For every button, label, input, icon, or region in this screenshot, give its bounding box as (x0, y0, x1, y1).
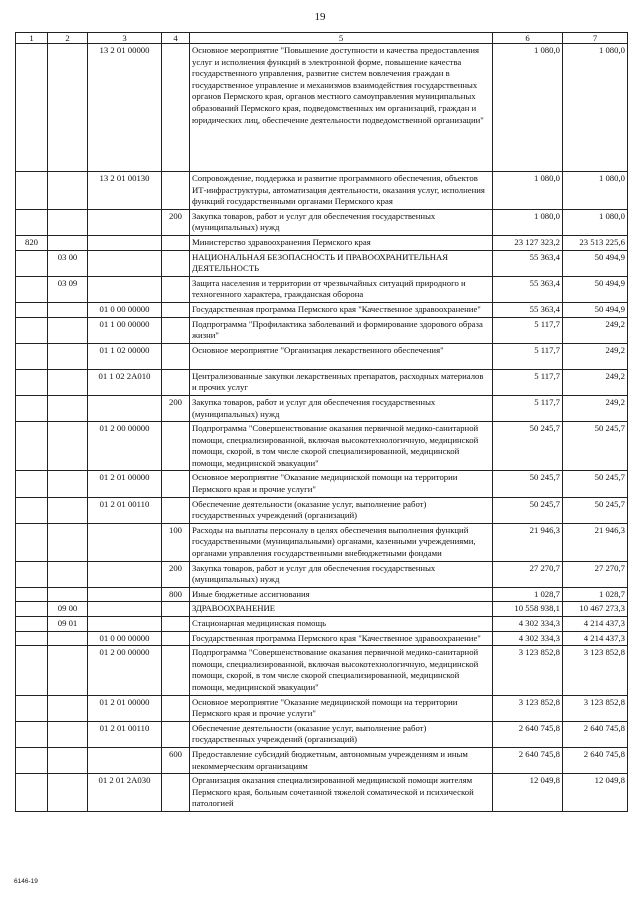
expense-type-cell (162, 235, 190, 250)
section-code-cell (48, 343, 88, 369)
chapter-code-cell (16, 497, 48, 523)
section-code-cell: 03 00 (48, 250, 88, 276)
chapter-code-cell (16, 774, 48, 812)
item-name-cell: Расходы на выплаты персоналу в целях обеспечения выполнения функций государственными (муниципальными) органами, казенными учреждениями, органами управления государственными внебюджетными фондами (190, 523, 493, 561)
amount-year1-cell: 3 123 852,8 (493, 695, 563, 721)
table-row (16, 172, 628, 210)
amount-year2-cell: 50 245,7 (563, 497, 628, 523)
expense-type-cell (162, 369, 190, 395)
item-name-cell: НАЦИОНАЛЬНАЯ БЕЗОПАСНОСТЬ И ПРАВООХРАНИТЕЛЬНАЯ ДЕЯТЕЛЬНОСТЬ (190, 250, 493, 276)
amount-year2-cell: 1 080,0 (563, 44, 628, 172)
section-code-cell (48, 497, 88, 523)
chapter-code-cell (16, 561, 48, 587)
amount-year1-cell: 4 302 334,3 (493, 617, 563, 632)
target-article-cell: 01 2 00 00000 (88, 646, 162, 695)
table-row (16, 774, 628, 812)
table-row (16, 395, 628, 421)
target-article-cell: 01 2 01 00110 (88, 497, 162, 523)
expense-type-cell (162, 172, 190, 210)
amount-year2-cell: 50 494,9 (563, 302, 628, 317)
target-article-cell (88, 395, 162, 421)
chapter-code-cell (16, 302, 48, 317)
target-article-cell: 01 1 00 00000 (88, 317, 162, 343)
section-code-cell (48, 561, 88, 587)
amount-year2-cell: 50 245,7 (563, 471, 628, 497)
item-name-cell: Централизованные закупки лекарственных препаратов, расходных материалов и прочих услуг (190, 369, 493, 395)
item-name-cell: Основное мероприятие "Организация лекарственного обеспечения" (190, 343, 493, 369)
target-article-cell: 01 0 00 00000 (88, 302, 162, 317)
amount-year1-cell: 27 270,7 (493, 561, 563, 587)
item-name-cell: Основное мероприятие "Оказание медицинской помощи на территории Пермского края и прочие услуги" (190, 471, 493, 497)
expense-type-cell (162, 774, 190, 812)
expense-type-cell: 800 (162, 587, 190, 602)
chapter-code-cell (16, 209, 48, 235)
amount-year1-cell: 5 117,7 (493, 395, 563, 421)
section-code-cell (48, 721, 88, 747)
amount-year2-cell: 2 640 745,8 (563, 747, 628, 773)
section-code-cell (48, 646, 88, 695)
section-code-cell (48, 369, 88, 395)
target-article-cell: 13 2 01 00000 (88, 44, 162, 172)
amount-year1-cell: 5 117,7 (493, 369, 563, 395)
table-row (16, 317, 628, 343)
item-name-cell: Иные бюджетные ассигнования (190, 587, 493, 602)
expense-type-cell (162, 250, 190, 276)
section-code-cell (48, 44, 88, 172)
expense-type-cell (162, 422, 190, 471)
expense-type-cell (162, 343, 190, 369)
chapter-code-cell (16, 276, 48, 302)
column-header: 6 (493, 33, 563, 44)
amount-year2-cell: 50 494,9 (563, 276, 628, 302)
amount-year2-cell: 1 028,7 (563, 587, 628, 602)
amount-year1-cell: 2 640 745,8 (493, 747, 563, 773)
section-code-cell: 03 09 (48, 276, 88, 302)
chapter-code-cell (16, 395, 48, 421)
amount-year2-cell: 249,2 (563, 369, 628, 395)
section-code-cell (48, 235, 88, 250)
chapter-code-cell (16, 523, 48, 561)
table-row (16, 250, 628, 276)
target-article-cell (88, 209, 162, 235)
target-article-cell (88, 617, 162, 632)
section-code-cell (48, 172, 88, 210)
item-name-cell: Защита населения и территории от чрезвычайных ситуаций природного и техногенного характера, гражданская оборона (190, 276, 493, 302)
item-name-cell: Закупка товаров, работ и услуг для обеспечения государственных (муниципальных) нужд (190, 561, 493, 587)
chapter-code-cell (16, 747, 48, 773)
chapter-code-cell (16, 250, 48, 276)
target-article-cell (88, 747, 162, 773)
table-body (16, 44, 628, 812)
chapter-code-cell (16, 646, 48, 695)
target-article-cell: 01 1 02 2А010 (88, 369, 162, 395)
amount-year2-cell: 4 214 437,3 (563, 631, 628, 646)
column-header: 3 (88, 33, 162, 44)
table-row (16, 471, 628, 497)
amount-year1-cell: 50 245,7 (493, 497, 563, 523)
table-row (16, 369, 628, 395)
expense-type-cell (162, 317, 190, 343)
column-header: 7 (563, 33, 628, 44)
expense-type-cell: 600 (162, 747, 190, 773)
section-code-cell (48, 471, 88, 497)
chapter-code-cell (16, 695, 48, 721)
expense-type-cell (162, 721, 190, 747)
chapter-code-cell (16, 721, 48, 747)
chapter-code-cell: 820 (16, 235, 48, 250)
target-article-cell: 01 2 01 00000 (88, 471, 162, 497)
target-article-cell (88, 587, 162, 602)
section-code-cell: 09 01 (48, 617, 88, 632)
amount-year2-cell: 12 049,8 (563, 774, 628, 812)
chapter-code-cell (16, 617, 48, 632)
chapter-code-cell (16, 369, 48, 395)
section-code-cell (48, 317, 88, 343)
table-row (16, 646, 628, 695)
table-row (16, 561, 628, 587)
table-row (16, 276, 628, 302)
expense-type-cell: 200 (162, 561, 190, 587)
chapter-code-cell (16, 317, 48, 343)
amount-year2-cell: 1 080,0 (563, 209, 628, 235)
item-name-cell: Министерство здравоохранения Пермского края (190, 235, 493, 250)
amount-year1-cell: 50 245,7 (493, 422, 563, 471)
item-name-cell: Государственная программа Пермского края "Качественное здравоохранение" (190, 302, 493, 317)
table-row (16, 497, 628, 523)
section-code-cell (48, 631, 88, 646)
amount-year2-cell: 4 214 437,3 (563, 617, 628, 632)
table-row (16, 602, 628, 617)
column-header: 5 (190, 33, 493, 44)
amount-year1-cell: 21 946,3 (493, 523, 563, 561)
column-header: 4 (162, 33, 190, 44)
amount-year2-cell: 27 270,7 (563, 561, 628, 587)
amount-year1-cell: 1 080,0 (493, 209, 563, 235)
table-row (16, 695, 628, 721)
item-name-cell: ЗДРАВООХРАНЕНИЕ (190, 602, 493, 617)
chapter-code-cell (16, 602, 48, 617)
amount-year2-cell: 50 245,7 (563, 422, 628, 471)
amount-year2-cell: 21 946,3 (563, 523, 628, 561)
column-header: 2 (48, 33, 88, 44)
amount-year2-cell: 3 123 852,8 (563, 646, 628, 695)
target-article-cell (88, 276, 162, 302)
expense-type-cell (162, 497, 190, 523)
target-article-cell: 01 1 02 00000 (88, 343, 162, 369)
chapter-code-cell (16, 44, 48, 172)
amount-year1-cell: 5 117,7 (493, 317, 563, 343)
amount-year1-cell: 5 117,7 (493, 343, 563, 369)
item-name-cell: Государственная программа Пермского края "Качественное здравоохранение" (190, 631, 493, 646)
section-code-cell (48, 523, 88, 561)
table-row (16, 721, 628, 747)
amount-year1-cell: 55 363,4 (493, 302, 563, 317)
item-name-cell: Подпрограмма "Профилактика заболеваний и формирование здорового образа жизни" (190, 317, 493, 343)
expense-type-cell (162, 631, 190, 646)
item-name-cell: Подпрограмма "Совершенствование оказания первичной медико-санитарной помощи, специализированной, включая высокотехнологичную, медицинской помощи, скорой, в том числе скорой специализированной, медицинской помощи, медицинской эвакуации" (190, 646, 493, 695)
item-name-cell: Основное мероприятие "Повышение доступности и качества предоставления услуг и исполнения функций в электронной форме, повышение качества государственного управления, развитие систем вовлечения граждан в государственное управление и механизмов взаимодействия государственных органов Пермского края, органов местного самоуправления муниципальных образований Пермского края, подведомственных им организаций, граждан и юридических лиц, обеспечение деятельности подведомственной организации" (190, 44, 493, 172)
chapter-code-cell (16, 422, 48, 471)
item-name-cell: Предоставление субсидий бюджетным, автономным учреждениям и иным некоммерческим организациям (190, 747, 493, 773)
item-name-cell: Организация оказания специализированной медицинской помощи жителям Пермского края, больным сочетанной тяжелой соматической и психической патологией (190, 774, 493, 812)
amount-year2-cell: 23 513 225,6 (563, 235, 628, 250)
table-row (16, 235, 628, 250)
amount-year1-cell: 4 302 334,3 (493, 631, 563, 646)
amount-year1-cell: 1 080,0 (493, 172, 563, 210)
expense-type-cell (162, 695, 190, 721)
item-name-cell: Закупка товаров, работ и услуг для обеспечения государственных (муниципальных) нужд (190, 209, 493, 235)
section-code-cell (48, 302, 88, 317)
table-row (16, 44, 628, 172)
table-row (16, 209, 628, 235)
table-row (16, 617, 628, 632)
chapter-code-cell (16, 471, 48, 497)
item-name-cell: Обеспечение деятельности (оказание услуг, выполнение работ) государственных учреждений (организаций) (190, 721, 493, 747)
expense-type-cell (162, 471, 190, 497)
target-article-cell (88, 250, 162, 276)
expense-type-cell (162, 602, 190, 617)
chapter-code-cell (16, 343, 48, 369)
target-article-cell: 01 2 01 00110 (88, 721, 162, 747)
amount-year2-cell: 2 640 745,8 (563, 721, 628, 747)
expense-type-cell (162, 646, 190, 695)
table-row (16, 422, 628, 471)
table-row (16, 523, 628, 561)
amount-year2-cell: 249,2 (563, 317, 628, 343)
item-name-cell: Стационарная медицинская помощь (190, 617, 493, 632)
item-name-cell: Сопровождение, поддержка и развитие программного обеспечения, объектов ИТ-инфраструктуры, автоматизация деятельности, оказания услуг, исполнения функций государственными органами Пермского края (190, 172, 493, 210)
target-article-cell (88, 602, 162, 617)
expense-type-cell: 200 (162, 209, 190, 235)
amount-year2-cell: 3 123 852,8 (563, 695, 628, 721)
table-row (16, 343, 628, 369)
section-code-cell: 09 00 (48, 602, 88, 617)
item-name-cell: Основное мероприятие "Оказание медицинской помощи на территории Пермского края и прочие услуги" (190, 695, 493, 721)
page-number: 19 (314, 11, 326, 23)
amount-year1-cell: 50 245,7 (493, 471, 563, 497)
column-number-row (16, 33, 628, 44)
amount-year1-cell: 1 080,0 (493, 44, 563, 172)
amount-year1-cell: 23 127 323,2 (493, 235, 563, 250)
section-code-cell (48, 747, 88, 773)
amount-year1-cell: 3 123 852,8 (493, 646, 563, 695)
section-code-cell (48, 209, 88, 235)
target-article-cell (88, 523, 162, 561)
section-code-cell (48, 422, 88, 471)
expense-type-cell (162, 302, 190, 317)
column-header: 1 (16, 33, 48, 44)
expense-type-cell: 100 (162, 523, 190, 561)
item-name-cell: Обеспечение деятельности (оказание услуг, выполнение работ) государственных учреждений (организаций) (190, 497, 493, 523)
chapter-code-cell (16, 172, 48, 210)
amount-year1-cell: 2 640 745,8 (493, 721, 563, 747)
amount-year2-cell: 249,2 (563, 395, 628, 421)
amount-year1-cell: 12 049,8 (493, 774, 563, 812)
amount-year2-cell: 249,2 (563, 343, 628, 369)
amount-year2-cell: 1 080,0 (563, 172, 628, 210)
expense-type-cell (162, 617, 190, 632)
amount-year1-cell: 1 028,7 (493, 587, 563, 602)
target-article-cell (88, 561, 162, 587)
section-code-cell (48, 587, 88, 602)
target-article-cell: 01 2 01 2А030 (88, 774, 162, 812)
chapter-code-cell (16, 587, 48, 602)
item-name-cell: Закупка товаров, работ и услуг для обеспечения государственных (муниципальных) нужд (190, 395, 493, 421)
section-code-cell (48, 395, 88, 421)
expense-type-cell: 200 (162, 395, 190, 421)
amount-year2-cell: 10 467 273,3 (563, 602, 628, 617)
section-code-cell (48, 695, 88, 721)
amount-year1-cell: 10 558 938,1 (493, 602, 563, 617)
expense-type-cell (162, 44, 190, 172)
target-article-cell: 13 2 01 00130 (88, 172, 162, 210)
table-row (16, 631, 628, 646)
amount-year2-cell: 50 494,9 (563, 250, 628, 276)
item-name-cell: Подпрограмма "Совершенствование оказания первичной медико-санитарной помощи, специализированной, включая высокотехнологичную, медицинской помощи, скорой, в том числе скорой специализированной, медицинской помощи, медицинской эвакуации" (190, 422, 493, 471)
target-article-cell: 01 2 01 00000 (88, 695, 162, 721)
section-code-cell (48, 774, 88, 812)
target-article-cell: 01 2 00 00000 (88, 422, 162, 471)
amount-year1-cell: 55 363,4 (493, 250, 563, 276)
amount-year1-cell: 55 363,4 (493, 276, 563, 302)
document-code: 6146-19 (14, 878, 38, 885)
target-article-cell: 01 0 00 00000 (88, 631, 162, 646)
expense-type-cell (162, 276, 190, 302)
table-row (16, 747, 628, 773)
budget-table (15, 32, 628, 812)
chapter-code-cell (16, 631, 48, 646)
table-row (16, 302, 628, 317)
target-article-cell (88, 235, 162, 250)
table-row (16, 587, 628, 602)
